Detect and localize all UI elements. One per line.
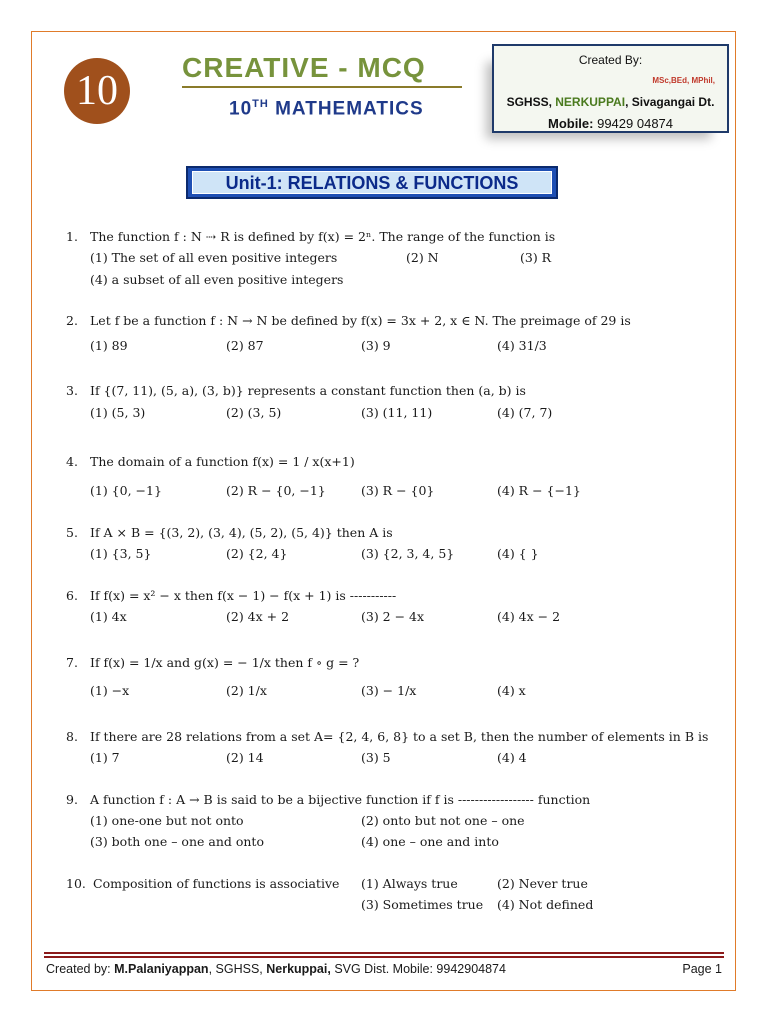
option-3: (3) {2, 3, 4, 5} — [361, 546, 455, 561]
option-2: (2) R − {0, −1} — [226, 483, 326, 498]
question-stem: If {(7, 11), (5, a), (3, b)} represents a constant function then (a, b) is — [90, 383, 526, 398]
option-4: (4) 4 — [497, 750, 527, 765]
page-number: Page 1 — [682, 962, 722, 976]
option-4: (4) Not defined — [497, 897, 594, 912]
option-3: (3) 9 — [361, 338, 391, 353]
option-4: (4) 31/3 — [497, 338, 547, 353]
option-2: (2) Never true — [497, 876, 588, 891]
question-number: 9. — [66, 792, 78, 807]
option-1: (1) 89 — [90, 338, 128, 353]
question-stem: Composition of functions is associative — [93, 876, 340, 891]
question-stem: A function f : A → B is said to be a bijective function if f is ------------------ function — [90, 792, 591, 807]
subject-subtitle — [229, 98, 424, 120]
author-created-by: Created By: — [578, 53, 643, 67]
option-1: (1) 4x — [90, 609, 127, 624]
author-mobile-number: 99429 04874 — [593, 116, 674, 131]
question-number: 4. — [66, 454, 78, 469]
question-number: 8. — [66, 729, 78, 744]
question-number: 3. — [66, 383, 78, 398]
question-stem: If A × B = {(3, 2), (3, 4), (5, 2), (5, 4)} then A is — [90, 525, 393, 540]
page-footer — [46, 962, 722, 976]
footer-rule-bottom — [44, 956, 724, 958]
option-4: (4) { } — [497, 546, 539, 561]
question-number: 1. — [66, 229, 78, 244]
option-4: (4) one – one and into — [361, 834, 499, 849]
option-3: (3) − 1/x — [361, 683, 417, 698]
option-4: (4) R − {−1} — [497, 483, 581, 498]
option-4: (4) x — [497, 683, 526, 698]
option-4: (4) 4x − 2 — [497, 609, 561, 624]
question-stem: The function f : N ⇢ R is defined by f(x) = 2ⁿ. The range of the function is — [90, 229, 556, 244]
option-2: (2) N — [406, 250, 439, 265]
option-1: (1) one-one but not onto — [90, 813, 244, 828]
question-number: 7. — [66, 655, 78, 670]
footer-author-name: M.Palaniyappan — [114, 962, 209, 976]
option-1: (1) The set of all even positive integers — [90, 250, 338, 265]
option-3: (3) R − {0} — [361, 483, 435, 498]
option-3: (3) Sometimes true — [361, 897, 484, 912]
author-school-name: SGHSS, — [506, 95, 556, 109]
option-1: (1) Always true — [361, 876, 458, 891]
author-mobile — [494, 116, 727, 131]
option-3: (3) 5 — [361, 750, 391, 765]
grade-badge: 10 — [64, 58, 130, 124]
question-number: 6. — [66, 588, 78, 603]
option-2: (2) 1/x — [226, 683, 267, 698]
option-2: (2) 87 — [226, 338, 264, 353]
option-2: (2) 4x + 2 — [226, 609, 290, 624]
question-number: 2. — [66, 313, 78, 328]
question-stem: The domain of a function f(x) = 1 / x(x+1) — [90, 454, 355, 469]
page-title: CREATIVE - MCQ — [182, 52, 426, 83]
question-stem: Let f be a function f : N → N be defined by f(x) = 3x + 2, x ∈ N. The preimage of 29 is — [90, 313, 631, 328]
author-info-box — [492, 44, 729, 133]
option-4: (4) (7, 7) — [497, 405, 553, 420]
footer-label: Created by: — [46, 962, 115, 976]
subtitle-subject: MATHEMATICS — [268, 98, 424, 120]
option-1: (1) {0, −1} — [90, 483, 162, 498]
option-4: (4) a subset of all even positive integers — [90, 272, 344, 287]
author-school — [494, 95, 727, 109]
option-3: (3) both one – one and onto — [90, 834, 264, 849]
option-1: (1) −x — [90, 683, 130, 698]
footer-town: Nerkuppai, — [266, 962, 331, 976]
author-school-district: , Sivagangai Dt. — [625, 95, 715, 109]
unit-heading-label: Unit-1: RELATIONS & FUNCTIONS — [192, 171, 552, 194]
question-stem: If f(x) = 1/x and g(x) = − 1/x then f ∘ g = ? — [90, 655, 360, 670]
title-underline — [182, 86, 462, 88]
option-3: (3) R — [520, 250, 552, 265]
question-number: 5. — [66, 525, 78, 540]
question-number: 10. — [66, 876, 86, 891]
option-2: (2) 14 — [226, 750, 264, 765]
subtitle-superscript: TH — [252, 98, 269, 110]
option-3: (3) (11, 11) — [361, 405, 433, 420]
option-3: (3) 2 − 4x — [361, 609, 425, 624]
question-stem: If there are 28 relations from a set A= {2, 4, 6, 8} to a set B, then the number of elements in B is — [90, 729, 709, 744]
subtitle-grade: 10 — [229, 98, 253, 120]
option-1: (1) 7 — [90, 750, 120, 765]
option-2: (2) {2, 4} — [226, 546, 288, 561]
author-qualifications: MSc,BEd, MPhil, — [652, 76, 715, 85]
option-1: (1) (5, 3) — [90, 405, 146, 420]
footer-school: , SGHSS, — [208, 962, 267, 976]
footer-contact: SVG Dist. Mobile: 9942904874 — [330, 962, 506, 976]
question-stem: If f(x) = x² − x then f(x − 1) − f(x + 1) is ----------- — [90, 588, 397, 603]
unit-heading — [186, 166, 558, 199]
option-1: (1) {3, 5} — [90, 546, 152, 561]
option-2: (2) (3, 5) — [226, 405, 282, 420]
author-mobile-label: Mobile: — [547, 116, 594, 131]
option-2: (2) onto but not one – one — [361, 813, 525, 828]
author-school-town: NERKUPPAI — [555, 95, 626, 109]
footer-rule-top — [44, 952, 724, 954]
